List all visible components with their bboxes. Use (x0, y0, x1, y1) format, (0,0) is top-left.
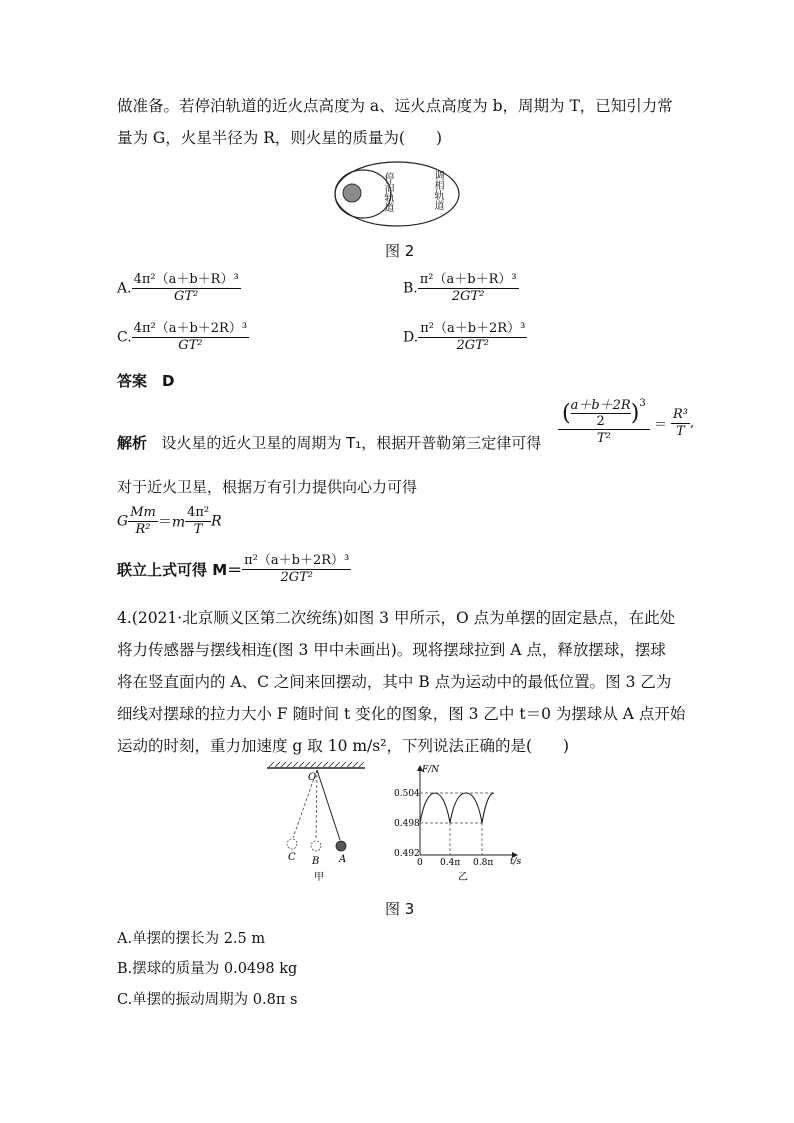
q4-text-line-4: 细线对摆球的拉力大小 F 随时间 t 变化的图象，图 3 乙中 t＝0 为摆球从 A 点开始 (117, 705, 686, 723)
force-time-graph (390, 760, 530, 885)
q4-text-line-1: 4.(2021·北京顺义区第二次统练)如图 3 甲所示，O 点为单摆的固定悬点，在此处 (117, 609, 676, 627)
inner-orbit-label: 停泊轨道 (382, 172, 393, 212)
q4-text-line-5: 运动的时刻，重力加速度 g 取 10 m/s²，下列说法正确的是( ) (117, 737, 570, 755)
bob-c (287, 839, 297, 849)
bob-b (311, 841, 321, 851)
kepler-equation: ( $\frac{a+b+2R}{2}$ )$^3$ T² ＝ $\frac{\text{R³}}{T}$ , (558, 398, 694, 448)
x-tick-0: 0 (417, 858, 423, 868)
y-tick-0504: 0.504 (394, 789, 420, 799)
force-curve (420, 793, 494, 823)
result-denominator: 2GT² (280, 570, 313, 585)
point-b-label: B (312, 856, 320, 867)
figure-jia-label: 甲 (314, 872, 324, 883)
kepler-denominator: T² (596, 431, 611, 446)
x-axis-label: t/s (510, 857, 522, 867)
q3-text-line-2: 量为 G，火星半径为 R，则火星的质量为( ) (117, 129, 443, 147)
option-b-numerator: π²（a＋b＋R）³ (419, 272, 517, 287)
q3-text-line-1: 做准备。若停泊轨道的近火点高度为 a、远火点高度为 b，周期为 T，已知引力常 (117, 97, 673, 115)
option-b-denominator: 2GT² (451, 289, 485, 304)
q4-option-a: A.单摆的摆长为 2.5 m (117, 931, 266, 947)
option-a-denominator: GT² (173, 289, 199, 304)
eq2-rhs-numerator: 4π² (187, 505, 210, 520)
option-d-numerator: π²（a＋b＋2R）³ (420, 321, 526, 336)
q3-option-b (403, 272, 519, 305)
y-tick-0498: 0.498 (394, 819, 420, 829)
point-a-label: A (339, 854, 347, 865)
q3-analysis-line-1 (117, 432, 541, 454)
mars-planet (343, 184, 361, 202)
point-o-label: O (308, 772, 317, 783)
pendulum-figure (265, 760, 375, 885)
eq2-lhs-numerator: Mm (130, 505, 156, 520)
point-c-label: C (288, 852, 296, 863)
kepler-inner-numerator: a＋b＋2R (570, 398, 631, 413)
q3-option-a (117, 272, 241, 305)
x-tick-04pi: 0.4π (440, 858, 461, 868)
analysis-text-1: 设火星的近火卫星的周期为 T₁，根据开普勒第三定律可得 (161, 434, 542, 452)
result-lead: 联立上式可得 M＝ (117, 561, 243, 579)
string-to-a (317, 770, 340, 840)
kepler-rhs-denominator: T (676, 423, 685, 439)
kepler-inner-denominator: 2 (596, 414, 605, 429)
eq2-rhs-denominator: T (193, 522, 203, 537)
x-tick-08pi: 0.8π (473, 858, 494, 868)
q3-option-d (403, 321, 527, 354)
eq2-lhs-denominator: R² (135, 522, 151, 537)
figure-2-caption: 图 2 (385, 242, 415, 260)
q3-answer: 答案 D (117, 372, 175, 390)
q3-analysis-line-2: 对于近火卫星，根据万有引力提供向心力可得 (117, 478, 418, 496)
figure-yi-label: 乙 (458, 872, 468, 883)
option-d-denominator: 2GT² (456, 338, 490, 353)
orbit-figure (333, 160, 463, 230)
q4-option-b: B.摆球的质量为 0.0498 kg (117, 961, 298, 977)
kepler-rhs-numerator: R³ (673, 406, 688, 422)
outer-orbit-label: 调相轨道 (432, 170, 443, 210)
analysis-label: 解析 (117, 434, 148, 452)
option-c-label: C. (117, 329, 132, 346)
q3-result (117, 553, 351, 586)
bob-a (336, 841, 346, 851)
option-c-numerator: 4π²（a＋b＋2R）³ (133, 321, 248, 336)
q4-text-line-3: 将在竖直面内的 A、C 之间来回摆动，其中 B 点为运动中的最低位置。图 3 乙为 (117, 673, 672, 691)
gravitation-equation: G $\frac{Mm}{\text{R²}}$ ＝m $\frac{\text{4π²}}{T}$ R (117, 505, 222, 537)
q4-option-c: C.单摆的振动周期为 0.8π s (117, 992, 298, 1008)
option-a-numerator: 4π²（a＋b＋R）³ (133, 272, 239, 287)
figure-3-caption: 图 3 (385, 900, 415, 918)
y-axis-label: F/N (422, 765, 440, 775)
option-d-label: D. (403, 329, 419, 346)
q4-text-line-2: 将力传感器与摆线相连(图 3 甲中未画出)。现将摆球拉到 A 点，释放摆球，摆球 (117, 641, 666, 659)
option-a-label: A. (117, 280, 132, 297)
option-c-denominator: GT² (178, 338, 203, 353)
result-numerator: π²（a＋b＋2R）³ (244, 553, 350, 568)
y-tick-0492: 0.492 (394, 849, 420, 859)
option-b-label: B. (403, 280, 418, 297)
q3-option-c (117, 321, 249, 354)
